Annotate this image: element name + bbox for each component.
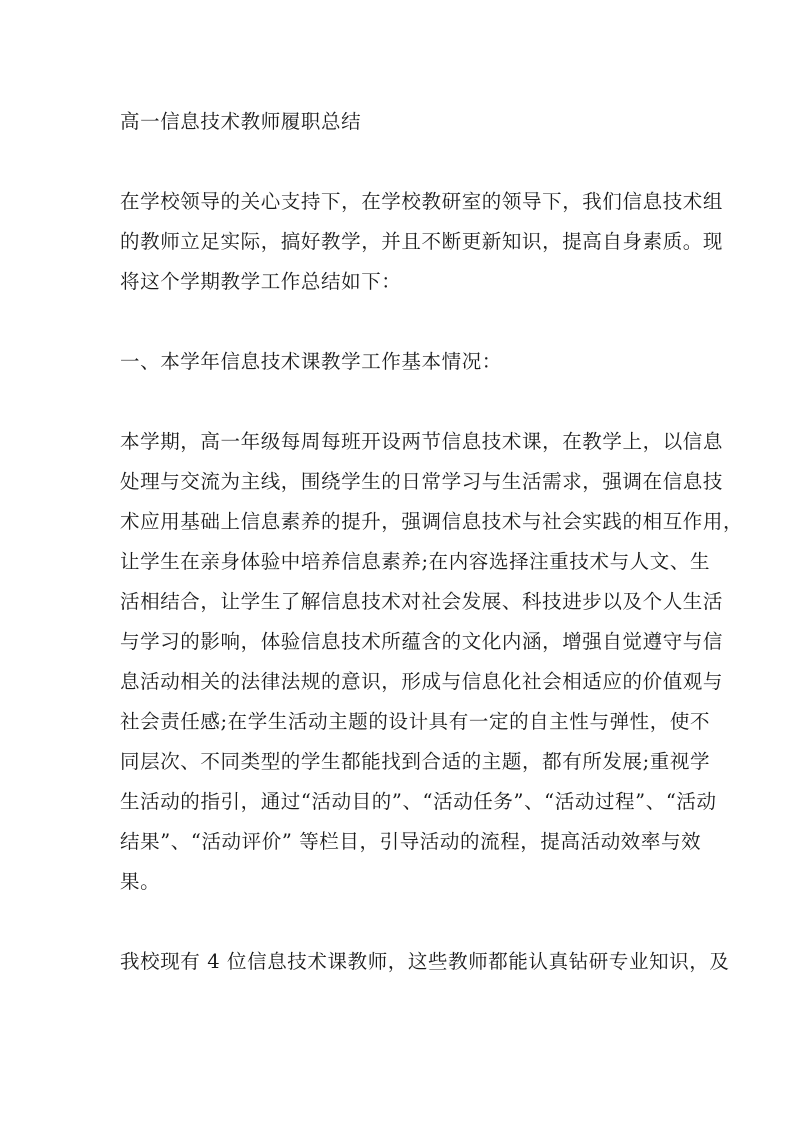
paragraph-line: 生活动的指引，通过“活动目的”、“活动任务”、“活动过程”、“活动 [120,790,717,813]
paragraph-line: 结果”、“活动评价” 等栏目，引导活动的流程，提高活动效率与效 [120,830,702,853]
teachers-paragraph [120,942,730,982]
paragraph-line: 同层次、不同类型的学生都能找到合适的主题，都有所发展;重视学 [120,750,711,773]
paragraph-line: 我校现有 4 位信息技术课教师，这些教师都能认真钻研专业知识，及 [120,950,730,973]
document-title: 高一信息技术教师履职总结 [120,110,362,133]
document-page [120,102,744,982]
paragraph-line: 活相结合，让学生了解信息技术对社会发展、科技进步以及个人生活 [120,590,724,613]
body-paragraph [120,422,744,902]
paragraph-line: 果。 [120,870,161,893]
section-heading: 一、本学年信息技术课教学工作基本情况： [120,350,502,373]
paragraph-line: 处理与交流为主线，围绕学生的日常学习与生活需求，强调在信息技 [120,470,724,493]
paragraph-line: 在学校领导的关心支持下，在学校教研室的领导下，我们信息技术组 [120,190,724,213]
intro-paragraph [120,182,724,302]
paragraph-line: 让学生在亲身体验中培养信息素养;在内容选择注重技术与人文、生 [120,550,711,573]
paragraph-line: 的教师立足实际，搞好教学，并且不断更新知识，提高自身素质。现 [120,230,724,253]
paragraph-line: 术应用基础上信息素养的提升，强调信息技术与社会实践的相互作用， [120,510,744,533]
paragraph-line: 息活动相关的法律法规的意识，形成与信息化社会相适应的价值观与 [120,670,724,693]
paragraph-line: 社会责任感;在学生活动主题的设计具有一定的自主性与弹性，使不 [120,710,711,733]
paragraph-line: 与学习的影响，体验信息技术所蕴含的文化内涵，增强自觉遵守与信 [120,630,724,653]
paragraph-line: 将这个学期教学工作总结如下： [120,270,402,293]
paragraph-line: 本学期，高一年级每周每班开设两节信息技术课，在教学上，以信息 [120,430,724,453]
